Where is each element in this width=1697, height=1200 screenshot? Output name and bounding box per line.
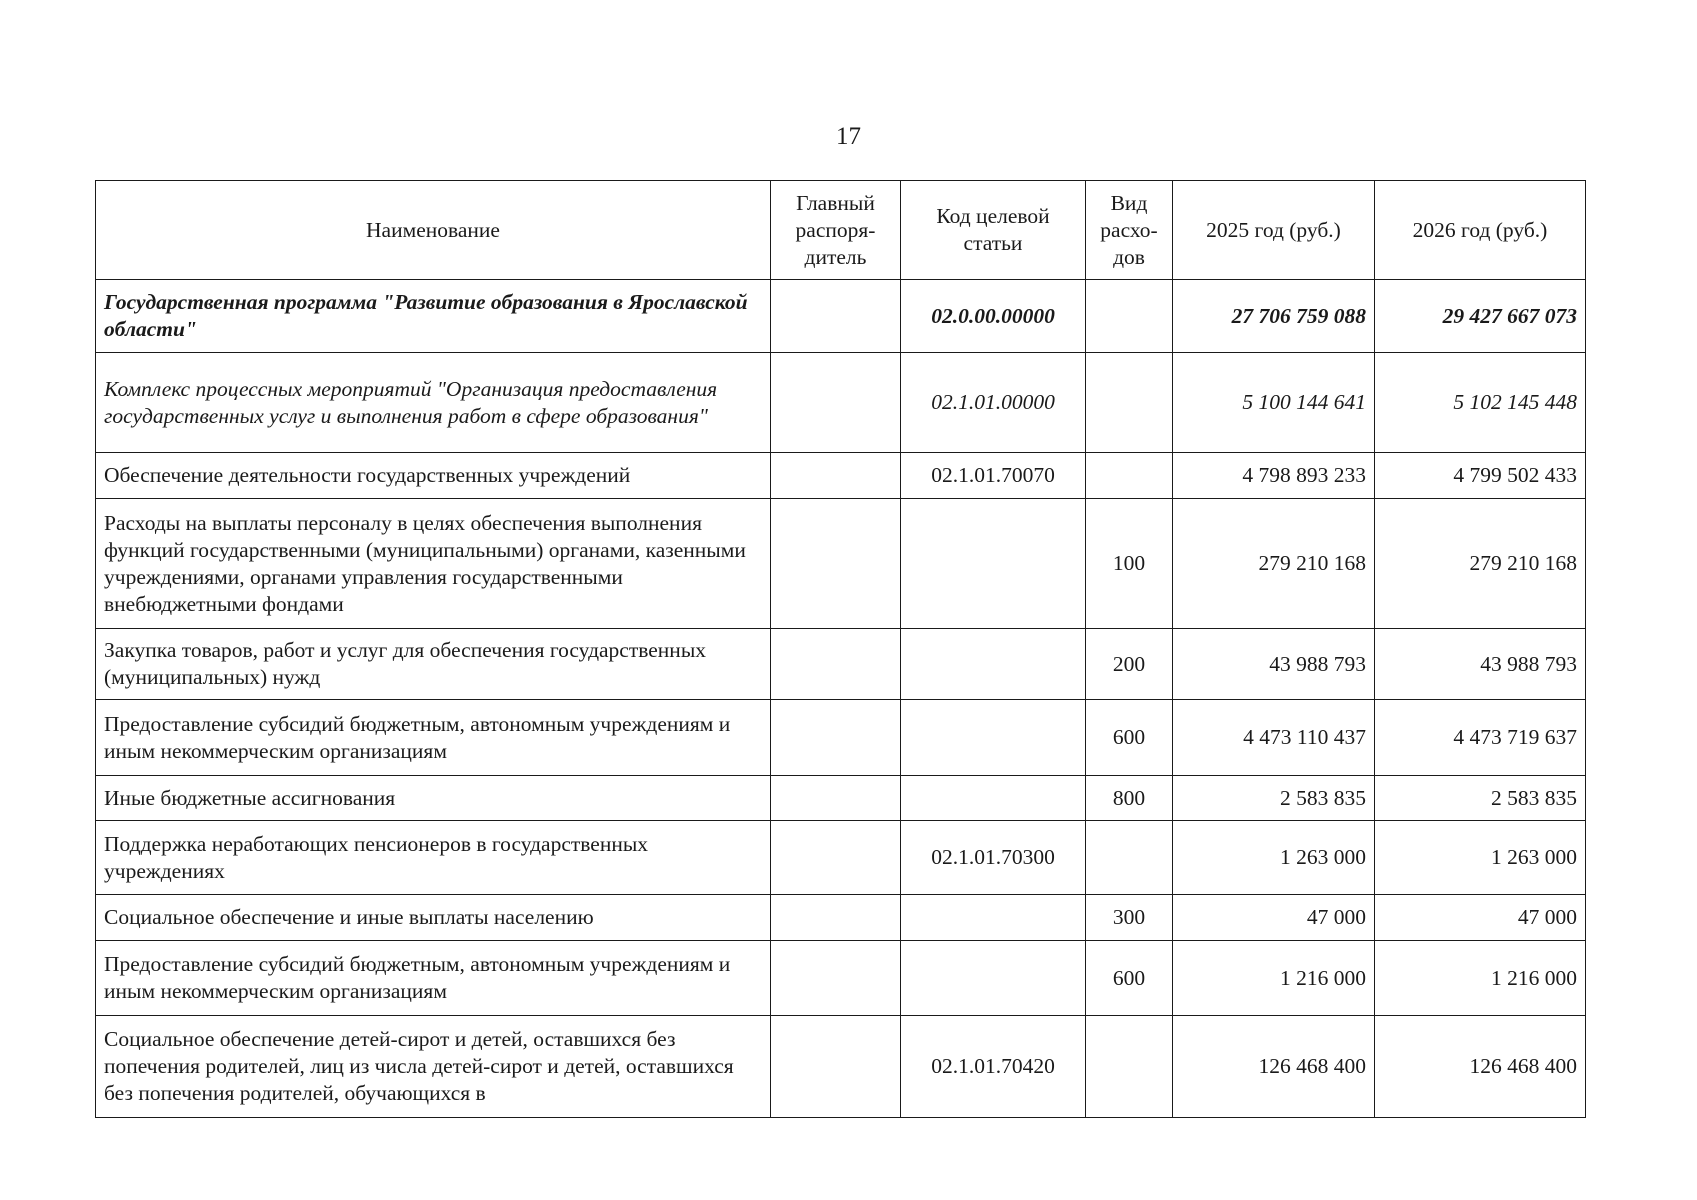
budget-table [95,180,1586,1118]
row-expense-type [1086,280,1173,353]
row-2025: 27 706 759 088 [1173,280,1375,353]
row-name: Закупка товаров, работ и услуг для обеспечения государственных (муниципальных) нужд [96,629,771,700]
row-manager [771,499,901,629]
row-code: 02.1.01.70300 [901,821,1086,895]
table-row [96,1016,1586,1118]
row-name: Социальное обеспечение и иные выплаты населению [96,895,771,941]
row-2025: 1 263 000 [1173,821,1375,895]
row-2026: 4 799 502 433 [1375,453,1586,499]
table-header [96,181,1586,280]
table-row [96,776,1586,821]
table-row [96,629,1586,700]
row-code [901,499,1086,629]
row-name: Комплекс процессных мероприятий "Организация предоставления государственных услуг и выполнения работ в сфере образования" [96,353,771,453]
header-expense-type: Вид расхо-дов [1086,181,1173,280]
row-2025: 1 216 000 [1173,941,1375,1016]
row-name: Государственная программа "Развитие образования в Ярославской области" [96,280,771,353]
header-row [96,181,1586,280]
row-2026: 5 102 145 448 [1375,353,1586,453]
row-2026: 47 000 [1375,895,1586,941]
row-2025: 4 473 110 437 [1173,700,1375,776]
table-row [96,499,1586,629]
row-2025: 47 000 [1173,895,1375,941]
row-2025: 279 210 168 [1173,499,1375,629]
row-manager [771,941,901,1016]
row-expense-type: 800 [1086,776,1173,821]
table-row [96,941,1586,1016]
row-expense-type: 600 [1086,700,1173,776]
row-expense-type: 600 [1086,941,1173,1016]
row-expense-type: 300 [1086,895,1173,941]
header-2026: 2026 год (руб.) [1375,181,1586,280]
row-2026: 43 988 793 [1375,629,1586,700]
row-expense-type: 200 [1086,629,1173,700]
table-row [96,453,1586,499]
row-name: Социальное обеспечение детей-сирот и детей, оставшихся без попечения родителей, лиц из числа детей-сирот и детей, оставшихся без попечения родителей, обучающихся в [96,1016,771,1118]
row-code [901,629,1086,700]
row-manager [771,353,901,453]
row-name: Расходы на выплаты персоналу в целях обеспечения выполнения функций государственными (муниципальными) органами, казенными учреждениями, органами управления государственными внебюджетными фондами [96,499,771,629]
header-name: Наименование [96,181,771,280]
table-body [96,280,1586,1118]
row-code [901,941,1086,1016]
row-code [901,895,1086,941]
row-2026: 279 210 168 [1375,499,1586,629]
row-code: 02.1.01.70420 [901,1016,1086,1118]
row-name: Поддержка неработающих пенсионеров в государственных учреждениях [96,821,771,895]
row-manager [771,895,901,941]
row-name: Обеспечение деятельности государственных учреждений [96,453,771,499]
row-code [901,776,1086,821]
header-manager: Главный распоря-дитель [771,181,901,280]
table-row [96,353,1586,453]
row-expense-type [1086,821,1173,895]
row-expense-type [1086,453,1173,499]
row-manager [771,821,901,895]
table-row [96,700,1586,776]
row-manager [771,629,901,700]
row-name: Иные бюджетные ассигнования [96,776,771,821]
row-2025: 5 100 144 641 [1173,353,1375,453]
row-manager [771,776,901,821]
row-expense-type: 100 [1086,499,1173,629]
row-code [901,700,1086,776]
row-2025: 2 583 835 [1173,776,1375,821]
page-number: 17 [836,123,861,150]
row-2026: 29 427 667 073 [1375,280,1586,353]
row-2026: 1 216 000 [1375,941,1586,1016]
row-code: 02.0.00.00000 [901,280,1086,353]
row-2026: 1 263 000 [1375,821,1586,895]
row-2026: 126 468 400 [1375,1016,1586,1118]
row-manager [771,453,901,499]
table-row [96,895,1586,941]
row-2025: 126 468 400 [1173,1016,1375,1118]
table-row [96,821,1586,895]
row-2026: 2 583 835 [1375,776,1586,821]
row-code: 02.1.01.70070 [901,453,1086,499]
row-manager [771,280,901,353]
row-expense-type [1086,353,1173,453]
row-2026: 4 473 719 637 [1375,700,1586,776]
row-manager [771,700,901,776]
row-name: Предоставление субсидий бюджетным, автономным учреждениям и иным некоммерческим организациям [96,700,771,776]
table-row [96,280,1586,353]
header-code: Код целевой статьи [901,181,1086,280]
row-2025: 4 798 893 233 [1173,453,1375,499]
header-2025: 2025 год (руб.) [1173,181,1375,280]
row-code: 02.1.01.00000 [901,353,1086,453]
row-expense-type [1086,1016,1173,1118]
row-name: Предоставление субсидий бюджетным, автономным учреждениям и иным некоммерческим организациям [96,941,771,1016]
row-manager [771,1016,901,1118]
row-2025: 43 988 793 [1173,629,1375,700]
